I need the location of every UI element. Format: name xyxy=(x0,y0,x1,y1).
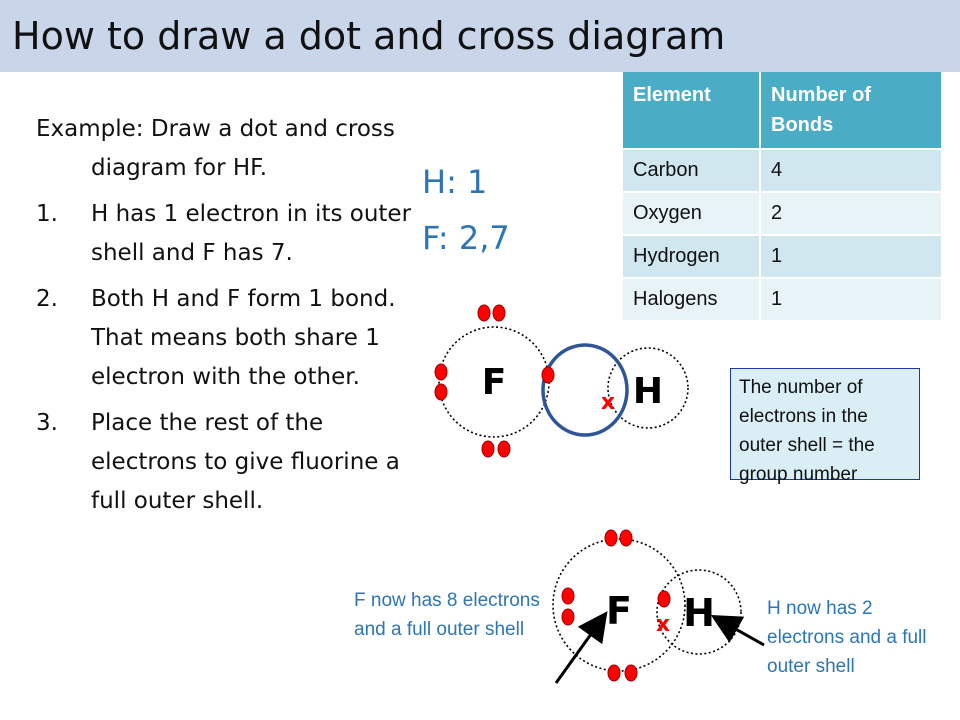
electron-dot xyxy=(435,364,447,380)
electron-dot xyxy=(562,609,574,625)
electron-dot xyxy=(478,305,490,321)
page-title: How to draw a dot and cross diagram xyxy=(12,14,726,58)
arrow-to-fluorine xyxy=(556,616,604,683)
table-header: Element xyxy=(623,72,760,149)
electron-dot xyxy=(658,591,670,607)
top-diagram xyxy=(435,305,688,457)
hydrogen-electron-cross: x xyxy=(600,390,616,415)
atom-f-label: F xyxy=(481,362,507,403)
step-text: Both H and F form 1 bond. That means both share 1 electron with the other. xyxy=(91,286,396,390)
atom-f-label: F xyxy=(606,589,632,633)
table-cell: 1 xyxy=(760,278,942,320)
atom-h-label: H xyxy=(683,591,715,635)
table-cell: 1 xyxy=(760,235,942,278)
step-text: Place the rest of the electrons to give fluorine a full outer shell. xyxy=(91,410,400,514)
config-fluorine: F: 2,7 xyxy=(422,219,510,257)
electron-dot xyxy=(620,530,632,546)
config-hydrogen: H: 1 xyxy=(422,163,488,201)
electron-dot xyxy=(542,367,554,383)
group-number-note: The number of electrons in the outer shell = the group number xyxy=(730,368,920,480)
electron-dot xyxy=(498,441,510,457)
example-label: Example xyxy=(36,116,136,142)
callout-fluorine: F now has 8 electrons and a full outer shell xyxy=(354,590,540,640)
electron-dot xyxy=(605,530,617,546)
table-cell: 4 xyxy=(760,149,942,192)
table-cell: Halogens xyxy=(623,278,760,320)
electron-dot xyxy=(482,441,494,457)
table-header: Number of Bonds xyxy=(760,72,942,149)
atom-h-label: H xyxy=(632,371,664,412)
table-cell: 2 xyxy=(760,192,942,235)
step-number: 1. xyxy=(36,201,58,227)
electron-dot xyxy=(625,665,637,681)
hydrogen-electron-cross: x xyxy=(655,612,671,637)
callout-hydrogen: H now has 2 electrons and a full outer shell xyxy=(767,598,927,677)
table-cell: Carbon xyxy=(623,149,760,192)
electron-dot xyxy=(493,305,505,321)
electron-dot xyxy=(435,384,447,400)
step-number: 2. xyxy=(36,286,58,312)
step-number: 3. xyxy=(36,410,58,436)
example-text: : Draw a dot and cross diagram for HF. xyxy=(91,116,395,181)
bottom-diagram xyxy=(553,530,764,683)
electron-dot xyxy=(608,665,620,681)
table-cell: Hydrogen xyxy=(623,235,760,278)
electron-dot xyxy=(562,588,574,604)
table-cell: Oxygen xyxy=(623,192,760,235)
step-text: H has 1 electron in its outer shell and F has 7. xyxy=(91,201,412,266)
